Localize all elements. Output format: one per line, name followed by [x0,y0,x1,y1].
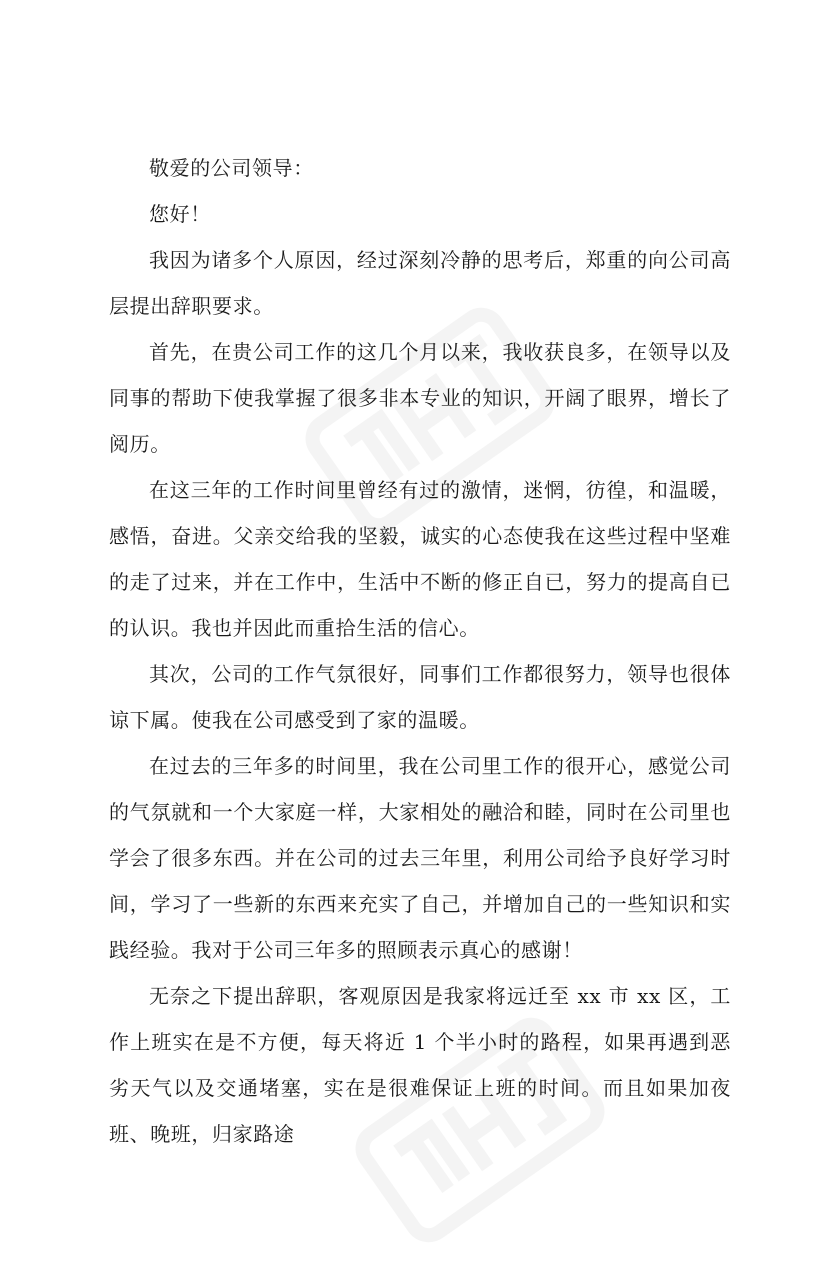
greeting: 您好！ [149,202,211,226]
paragraph: 在这三年的工作时间里曾经有过的激情，迷惘，彷徨，和温暖，感悟，奋进。父亲交给我的坚毅，诚实的心态使我在这些过程中坚难的走了过来，并在工作中，生活中不断的修正自已，努力的提高自已的认识。我也并因此而重拾生活的信心。 [109,478,731,640]
paragraph: 其次，公司的工作气氛很好，同事们工作都很努力，领导也很体谅下属。使我在公司感受到了家的温暖。 [109,662,731,732]
letter-body [109,145,731,1157]
paragraph: 无奈之下提出辞职，客观原因是我家将远迁至 xx 市 xx 区，工作上班实在是不方便，每天将近 1 个半小时的路程，如果再遇到恶劣天气以及交通堵塞，实在是很难保证上班的时间。而且如果加夜班、晚班，归家路途 [109,984,731,1146]
paragraph: 我因为诸多个人原因，经过深刻冷静的思考后，郑重的向公司高层提出辞职要求。 [109,248,731,318]
paragraph: 在过去的三年多的时间里，我在公司里工作的很开心，感觉公司的气氛就和一个大家庭一样，大家相处的融洽和睦，同时在公司里也学会了很多东西。并在公司的过去三年里，利用公司给予良好学习时间，学习了一些新的东西来充实了自己，并增加自己的一些知识和实践经验。我对于公司三年多的照顾表示真心的感谢！ [109,754,731,962]
paragraph: 首先，在贵公司工作的这几个月以来，我收获良多，在领导以及同事的帮助下使我掌握了很多非本专业的知识，开阔了眼界，增长了阅历。 [109,340,731,456]
salutation: 敬爱的公司领导： [149,156,314,180]
